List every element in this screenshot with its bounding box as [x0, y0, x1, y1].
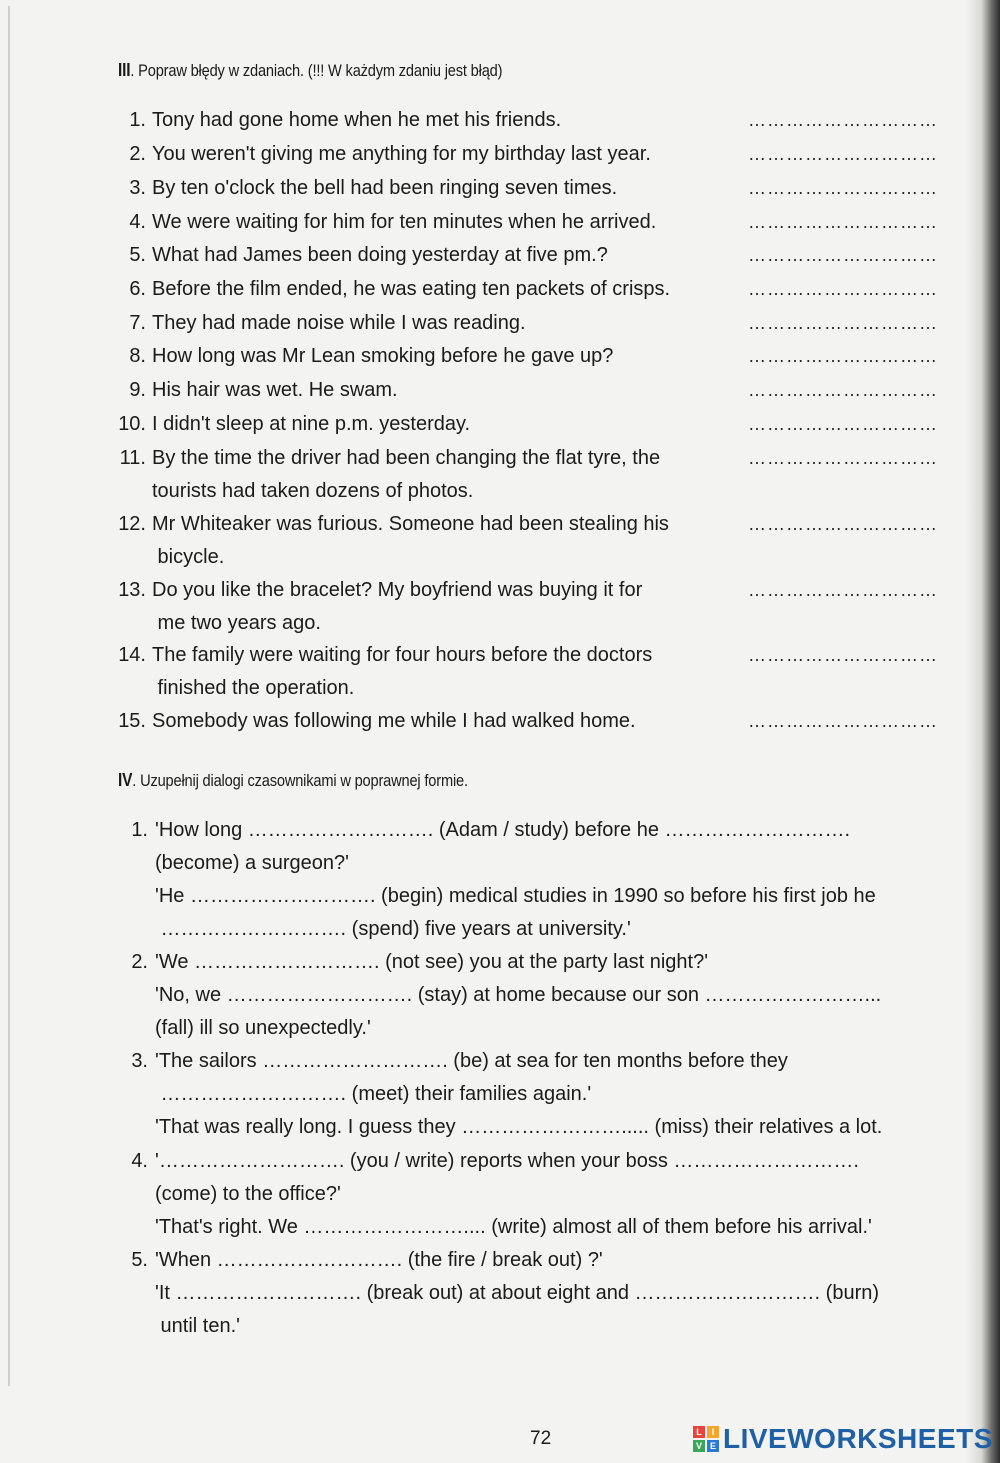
exercise-sentence: me two years ago.: [152, 612, 321, 634]
logo-icon-letter: V: [693, 1440, 705, 1452]
exercise-sentence: What had James been doing yesterday at five pm.?: [152, 244, 608, 266]
scan-edge-mark: [8, 6, 10, 1386]
dialogue-line: 'We ………………………. (not see) you at the party last night?': [155, 951, 709, 973]
answer-blank[interactable]: …………………………: [748, 380, 938, 400]
exercise-number: 8.: [129, 345, 146, 367]
answer-blank[interactable]: …………………………: [748, 414, 938, 434]
answer-blank[interactable]: …………………………: [748, 245, 938, 265]
dialogue-line: until ten.': [155, 1315, 240, 1337]
dialogue-line: 'It ………………………. (break out) at about eight and ………………………. (burn): [155, 1282, 880, 1304]
exercise-sentence: Somebody was following me while I had walked home.: [152, 710, 636, 732]
answer-blank[interactable]: …………………………: [748, 110, 938, 130]
exercise-number: 14.: [118, 644, 146, 666]
dialogue-line: 'The sailors ………………………. (be) at sea for ten months before they: [155, 1050, 788, 1072]
exercise-sentence: They had made noise while I was reading.: [152, 312, 526, 334]
exercise-sentence: finished the operation.: [152, 677, 355, 699]
section-4-roman: IV: [118, 770, 133, 790]
dialogue-line: 'No, we ………………………. (stay) at home because our son ……………………...: [155, 984, 882, 1006]
exercise-sentence: tourists had taken dozens of photos.: [152, 480, 474, 502]
dialogue-line: ………………………. (meet) their families again.': [155, 1083, 592, 1105]
logo-icon-letter: I: [707, 1426, 719, 1438]
answer-blank[interactable]: …………………………: [748, 144, 938, 164]
answer-blank[interactable]: …………………………: [748, 514, 938, 534]
answer-blank[interactable]: …………………………: [748, 448, 938, 468]
dialogue-line: 'How long ………………………. (Adam / study) before he ……………………….: [155, 819, 851, 841]
exercise-sentence: How long was Mr Lean smoking before he gave up?: [152, 345, 614, 367]
exercise-number: 3.: [129, 177, 146, 199]
dialogue-number: 5.: [131, 1249, 148, 1271]
exercise-number: 13.: [118, 579, 146, 601]
section-3-heading: [118, 60, 502, 81]
exercise-number: 2.: [129, 143, 146, 165]
section-3-roman: III: [118, 60, 131, 80]
answer-blank[interactable]: …………………………: [748, 645, 938, 665]
dialogue-line: (come) to the office?': [155, 1183, 341, 1205]
dialogue-number: 1.: [131, 819, 148, 841]
dialogue-number: 3.: [131, 1050, 148, 1072]
exercise-number: 12.: [118, 513, 146, 535]
answer-blank[interactable]: …………………………: [748, 346, 938, 366]
dialogue-line: 'When ………………………. (the fire / break out) ?': [155, 1249, 603, 1271]
exercise-sentence: Before the film ended, he was eating ten packets of crisps.: [152, 278, 671, 300]
liveworksheets-brand-text: LIVEWORKSHEETS: [723, 1423, 993, 1454]
liveworksheets-logo-icon: [693, 1426, 719, 1452]
exercise-sentence: I didn't sleep at nine p.m. yesterday.: [152, 413, 471, 435]
dialogue-line: ………………………. (spend) five years at university.': [155, 918, 631, 940]
exercise-number: 1.: [129, 109, 146, 131]
exercise-sentence: Mr Whiteaker was furious. Someone had been stealing his: [152, 513, 669, 535]
answer-blank[interactable]: …………………………: [748, 212, 938, 232]
section-4-instruction: . Uzupełnij dialogi czasownikami w poprawnej formie.: [132, 771, 468, 790]
exercise-sentence: By the time the driver had been changing the flat tyre, the: [152, 447, 661, 469]
exercise-sentence: By ten o'clock the bell had been ringing seven times.: [152, 177, 618, 199]
dialogue-number: 2.: [131, 951, 148, 973]
exercise-number: 10.: [118, 413, 146, 435]
exercise-number: 9.: [129, 379, 146, 401]
dialogue-line: (fall) ill so unexpectedly.': [155, 1017, 371, 1039]
dialogue-line: 'He ………………………. (begin) medical studies in 1990 so before his first job he: [155, 885, 876, 907]
exercise-sentence: bicycle.: [152, 546, 225, 568]
section-3-instruction: . Popraw błędy w zdaniach. (!!! W każdym zdaniu jest błąd): [130, 61, 503, 80]
section-4-heading: [118, 770, 468, 791]
page-number: 72: [530, 1428, 552, 1449]
exercise-sentence: You weren't giving me anything for my birthday last year.: [152, 143, 651, 165]
answer-blank[interactable]: …………………………: [748, 279, 938, 299]
liveworksheets-logo: [693, 1423, 993, 1455]
exercise-sentence: The family were waiting for four hours before the doctors: [152, 644, 653, 666]
exercise-sentence: Do you like the bracelet? My boyfriend was buying it for: [152, 579, 643, 601]
exercise-number: 5.: [129, 244, 146, 266]
dialogue-line: (become) a surgeon?': [155, 852, 349, 874]
exercise-number: 4.: [129, 211, 146, 233]
answer-blank[interactable]: …………………………: [748, 178, 938, 198]
exercise-sentence: His hair was wet. He swam.: [152, 379, 398, 401]
exercise-number: 11.: [119, 447, 146, 469]
exercise-number: 7.: [129, 312, 146, 334]
book-spine-shadow: [966, 0, 1000, 1463]
dialogue-line: 'That was really long. I guess they ……………………..... (miss) their relatives a lot.: [155, 1116, 883, 1138]
answer-blank[interactable]: …………………………: [748, 313, 938, 333]
exercise-number: 15.: [118, 710, 146, 732]
answer-blank[interactable]: …………………………: [748, 580, 938, 600]
logo-icon-letter: E: [707, 1440, 719, 1452]
dialogue-line: '………………………. (you / write) reports when your boss ……………………….: [155, 1150, 859, 1172]
exercise-number: 6.: [129, 278, 146, 300]
answer-blank[interactable]: …………………………: [748, 711, 938, 731]
logo-icon-letter: L: [693, 1426, 705, 1438]
exercise-sentence: We were waiting for him for ten minutes when he arrived.: [152, 211, 657, 233]
dialogue-number: 4.: [131, 1150, 148, 1172]
dialogue-line: 'That's right. We …………………….... (write) almost all of them before his arrival.': [155, 1216, 872, 1238]
exercise-sentence: Tony had gone home when he met his friends.: [152, 109, 562, 131]
